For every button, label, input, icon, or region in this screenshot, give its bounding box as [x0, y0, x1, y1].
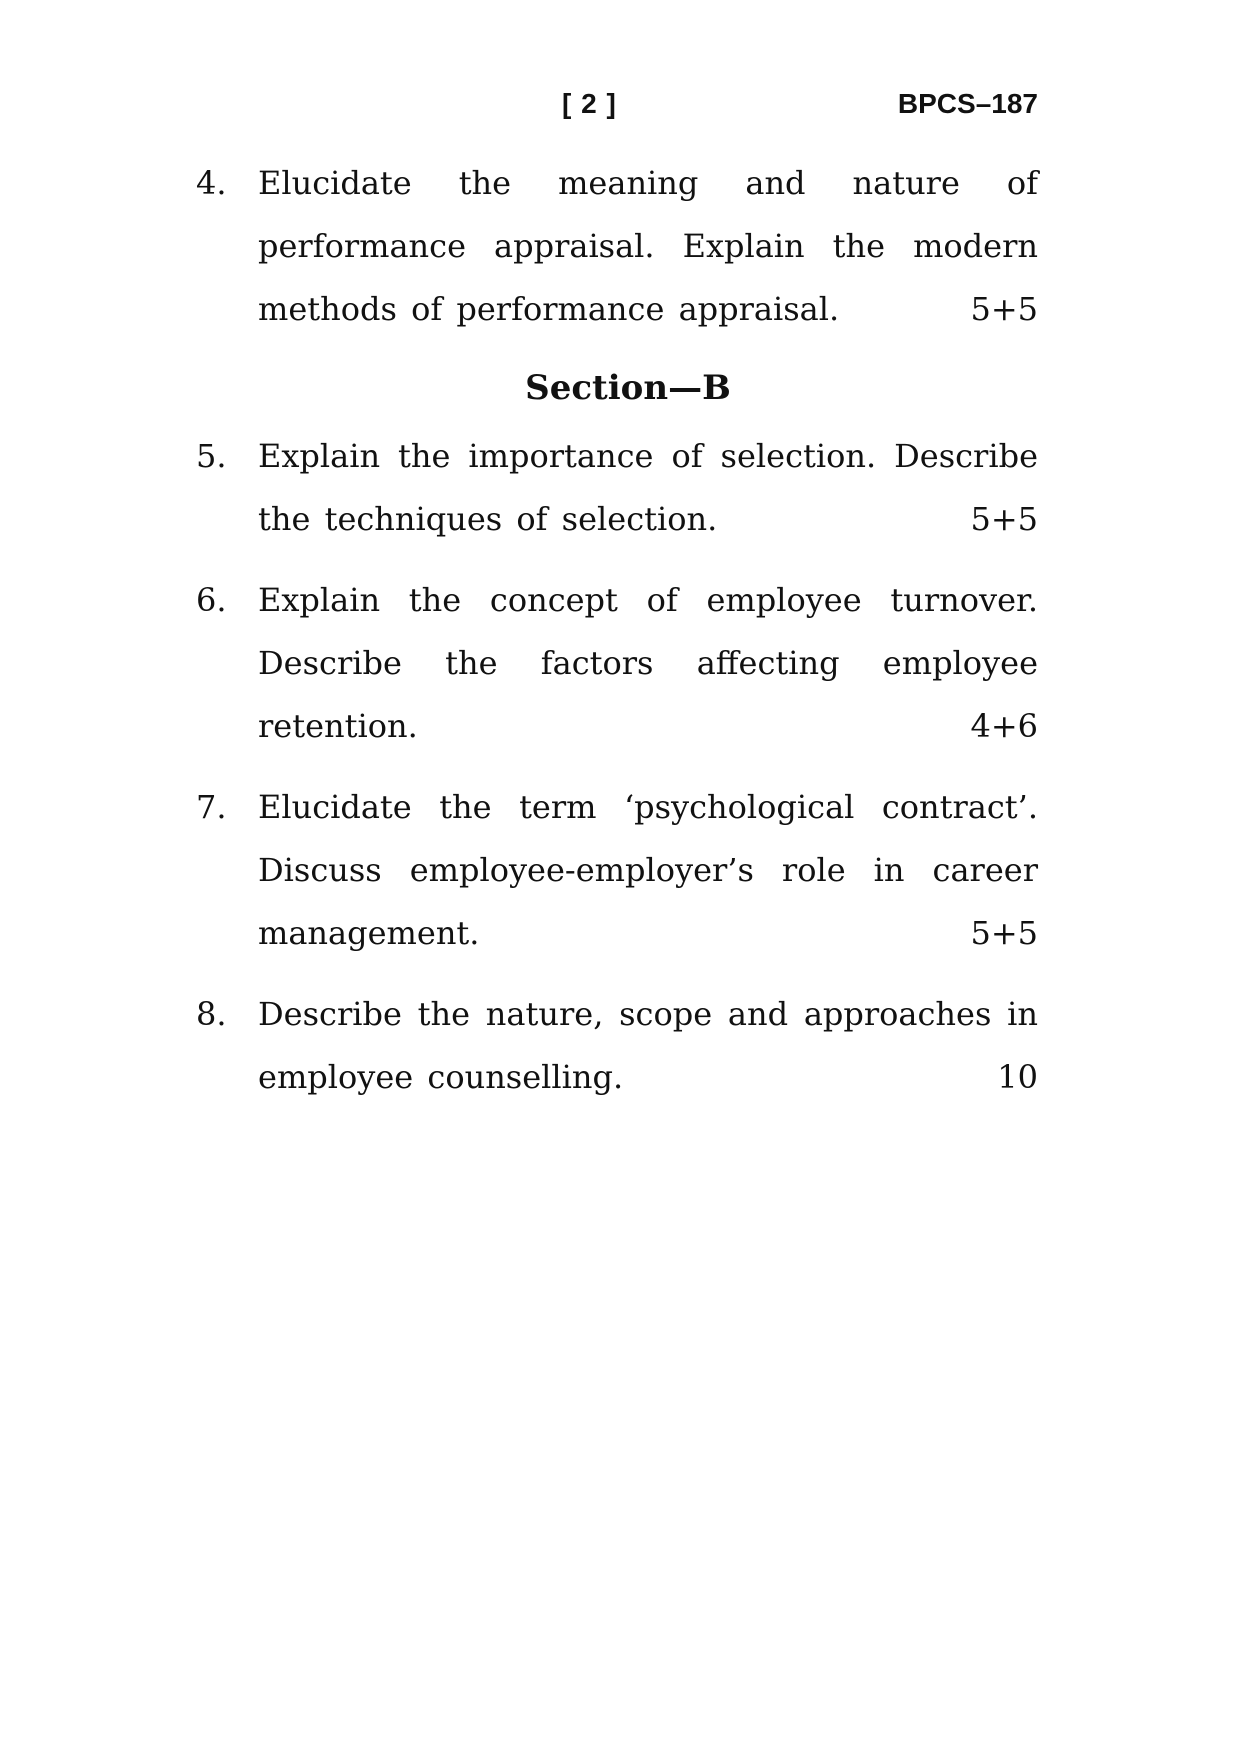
question-8 [196, 983, 1038, 1109]
question-marks: 5+5 [970, 290, 1038, 328]
page-number: [ 2 ] [562, 88, 617, 119]
question-marks: 5+5 [970, 500, 1038, 538]
question-marks: 10 [997, 1058, 1038, 1096]
question-text: Explain the concept of employee turnover. Describe the factors affecting employee retention. 4+6 [258, 569, 1038, 758]
page-header [0, 88, 1241, 128]
question-6 [196, 569, 1038, 758]
paper-code: BPCS–187 [897, 88, 1038, 119]
question-text: Elucidate the term ‘psychological contract’. Discuss employee-employer’s role in career management. 5+5 [258, 776, 1038, 965]
question-text: Describe the nature, scope and approaches in employee counselling. 10 [258, 983, 1038, 1109]
question-number: 8. [196, 995, 227, 1033]
question-text: Elucidate the meaning and nature of performance appraisal. Explain the modern methods of performance appraisal. 5+5 [258, 152, 1038, 341]
question-5 [196, 425, 1038, 551]
question-text: Explain the importance of selection. Describe the techniques of selection. 5+5 [258, 425, 1038, 551]
question-marks: 5+5 [970, 914, 1038, 952]
question-paper-body [196, 152, 1038, 1127]
question-marks: 4+6 [970, 707, 1038, 745]
question-number: 6. [196, 581, 227, 619]
question-number: 4. [196, 164, 227, 202]
question-number: 5. [196, 437, 227, 475]
question-number: 7. [196, 788, 227, 826]
question-7 [196, 776, 1038, 965]
question-4 [196, 152, 1038, 341]
section-heading: Section—B [525, 368, 731, 408]
